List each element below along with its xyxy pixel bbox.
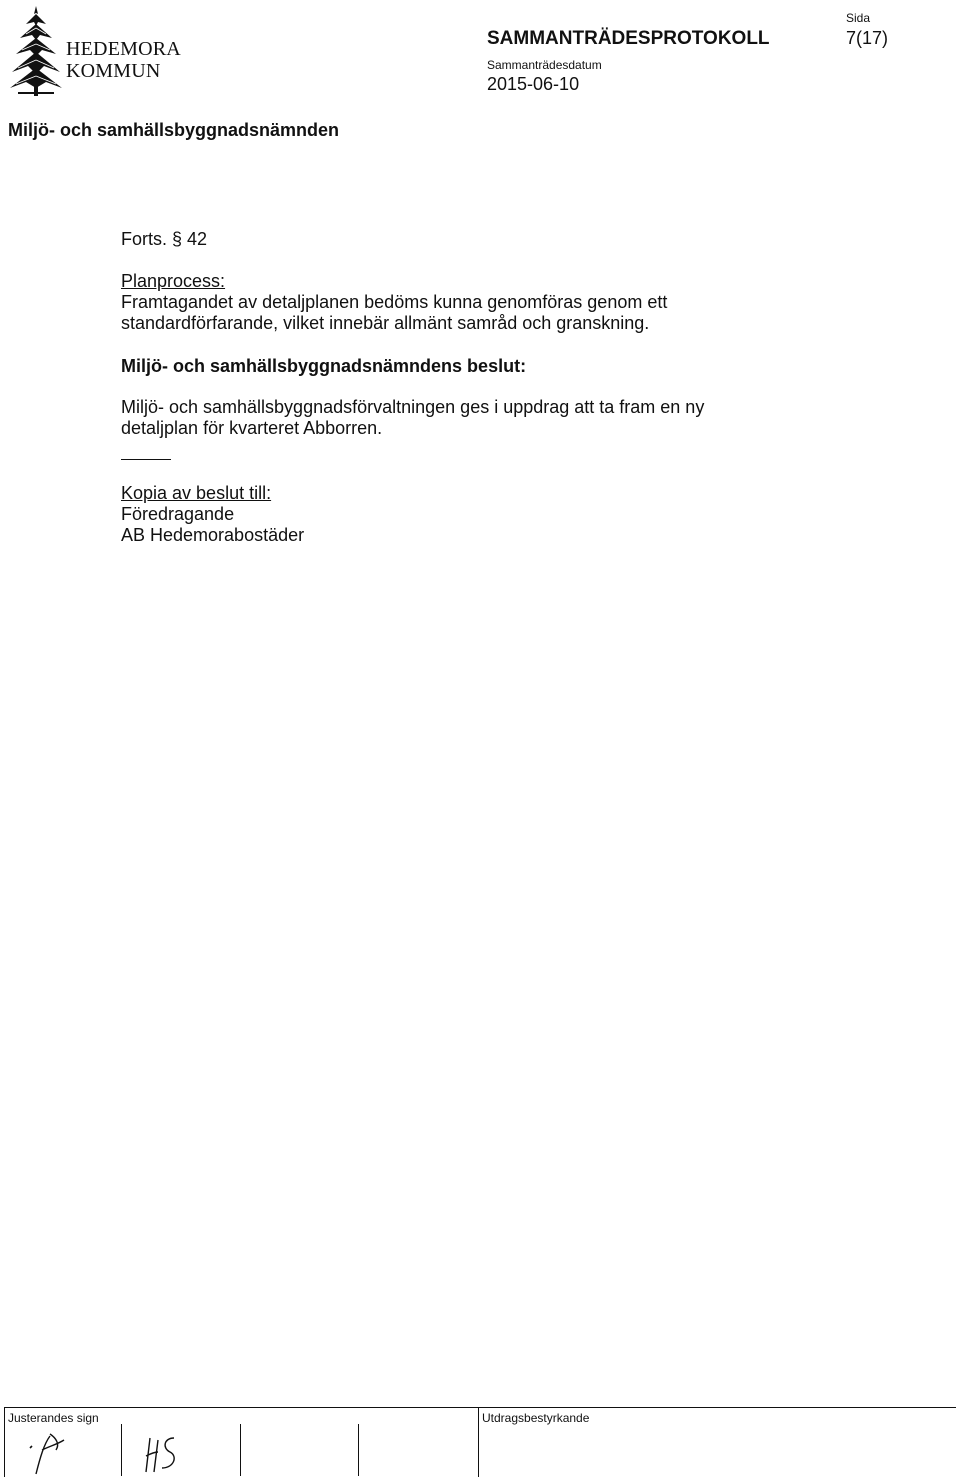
copy-heading: Kopia av beslut till: [121, 483, 272, 503]
spruce-tree-logo-icon [8, 4, 64, 96]
recipient-item: Föredragande [121, 504, 235, 524]
meeting-date: 2015-06-10 [487, 74, 580, 94]
section-heading-planprocess: Planprocess: [121, 271, 226, 291]
signatures-label: Justerandes sign [8, 1411, 99, 1425]
org-name-line1: HEDEMORA [66, 38, 181, 60]
committee-name: Miljö- och samhällsbyggnadsnämnden [8, 120, 340, 140]
continuation-text: Forts. § 42 [121, 229, 208, 249]
footer-divider [478, 1407, 479, 1477]
footer-divider [121, 1424, 122, 1476]
page-number: 7(17) [846, 28, 889, 48]
recipient-item: AB Hedemorabostäder [121, 525, 305, 545]
org-name [66, 38, 181, 82]
org-name-line2: KOMMUN [66, 60, 161, 82]
paragraph-line: standardförfarande, vilket innebär allmänt samråd och granskning. [121, 313, 650, 333]
signature-initials-1 [20, 1428, 90, 1481]
date-label: Sammanträdesdatum [487, 58, 602, 72]
page-label: Sida [846, 11, 871, 25]
extract-label: Utdragsbestyrkande [482, 1411, 590, 1425]
signature-initials-2 [140, 1428, 200, 1481]
footer-divider [358, 1424, 359, 1476]
decision-heading: Miljö- och samhällsbyggnadsnämndens beslut: [121, 356, 527, 376]
decision-line: detaljplan för kvarteret Abborren. [121, 418, 383, 438]
footer-divider [4, 1407, 5, 1477]
footer-rule [4, 1407, 956, 1408]
paragraph-line: Framtagandet av detaljplanen bedöms kunna genomföras genom ett [121, 292, 668, 312]
document-title: SAMMANTRÄDESPROTOKOLL [487, 28, 770, 49]
footer-divider [240, 1424, 241, 1476]
divider [121, 459, 171, 460]
decision-line: Miljö- och samhällsbyggnadsförvaltningen ges i uppdrag att ta fram en ny [121, 397, 705, 417]
